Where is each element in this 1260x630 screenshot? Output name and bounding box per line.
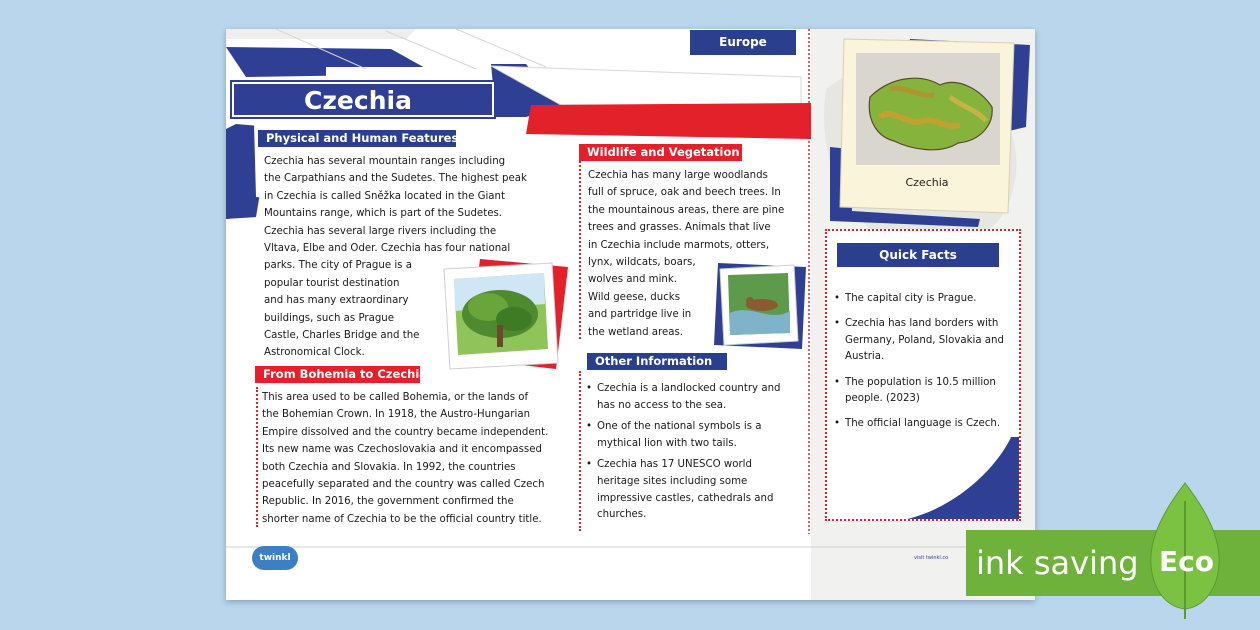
title-banner — [232, 82, 494, 117]
wildlife-text: Czechia has many large woodlands full of spruce, oak and beech trees. In the mountainous areas, there are pine trees and grasses. Animals that live in Czechia include marmots, otters, lynx, wildcats, boars, wolves and mink. Wild geese, ducks and partridge live in the wetland areas. — [588, 170, 785, 338]
list-item: • Czechia has land borders with Germany, Poland, Slovakia and Austria. — [834, 316, 1010, 365]
map-caption: Czechia — [905, 176, 949, 189]
wildlife-divider — [579, 161, 581, 339]
bohemia-heading: From Bohemia to Czechia — [255, 366, 420, 383]
map-card-frame — [830, 37, 1032, 229]
worksheet — [226, 29, 1035, 600]
list-item: • One of the national symbols is a mythical lion with two tails. — [586, 419, 794, 452]
eco-label: Eco — [1159, 545, 1214, 578]
page-title: Czechia — [304, 86, 412, 115]
list-item: • Czechia has 17 UNESCO world heritage sites including some impressive castles, cathedrals and churches. — [586, 457, 794, 523]
quick-facts-heading: Quick Facts — [837, 243, 999, 267]
other-info-list — [586, 381, 794, 529]
twinkl-logo: twinkl — [252, 546, 298, 570]
list-item: • The capital city is Prague. — [834, 291, 1010, 307]
other-info-divider — [579, 371, 581, 531]
other-info-heading: Other Information — [587, 353, 727, 370]
tree-photo — [440, 259, 570, 371]
list-item: • Czechia is a landlocked country and has no access to the sea. — [586, 381, 794, 414]
region-tag: Europe — [690, 30, 796, 55]
list-item: • The official language is Czech. — [834, 416, 1010, 432]
wildlife-heading: Wildlife and Vegetation — [579, 144, 742, 161]
list-item: • The population is 10.5 million people. (2023) — [834, 375, 1010, 408]
footer-url: visit twinkl.co — [914, 555, 949, 561]
bohemia-text: This area used to be called Bohemia, or the lands of the Bohemian Crown. In 1918, the Austro-Hungarian Empire dissolved and the country became independent. Its new name was Czechoslovakia and it encompassed both Czechia and Slovakia. In 1992, the countries peacefully separated and the country was called Czech Republic. In 2016, the government confirmed the shorter name of Czechia to be the official country title. — [262, 392, 549, 525]
bohemia-divider — [256, 387, 258, 527]
quick-facts-list — [834, 291, 1010, 442]
ink-saving-label: ink saving — [976, 544, 1139, 582]
physical-human-heading: Physical and Human Features — [258, 130, 456, 147]
otter-photo — [710, 263, 808, 353]
physical-human-text: Czechia has several mountain ranges including the Carpathians and the Sudetes. The highest peak in Czechia is called Sněžka located in the Giant Mountains range, which is part of the Sudetes. Czechia has several large rivers including the Vltava, Elbe and Oder. Czechia has four national parks. The city of Prague is a popular tourist destination and has many extraordinary buildings, such as Prague Castle, Charles Bridge and the Astronomical Clock. — [264, 156, 527, 359]
